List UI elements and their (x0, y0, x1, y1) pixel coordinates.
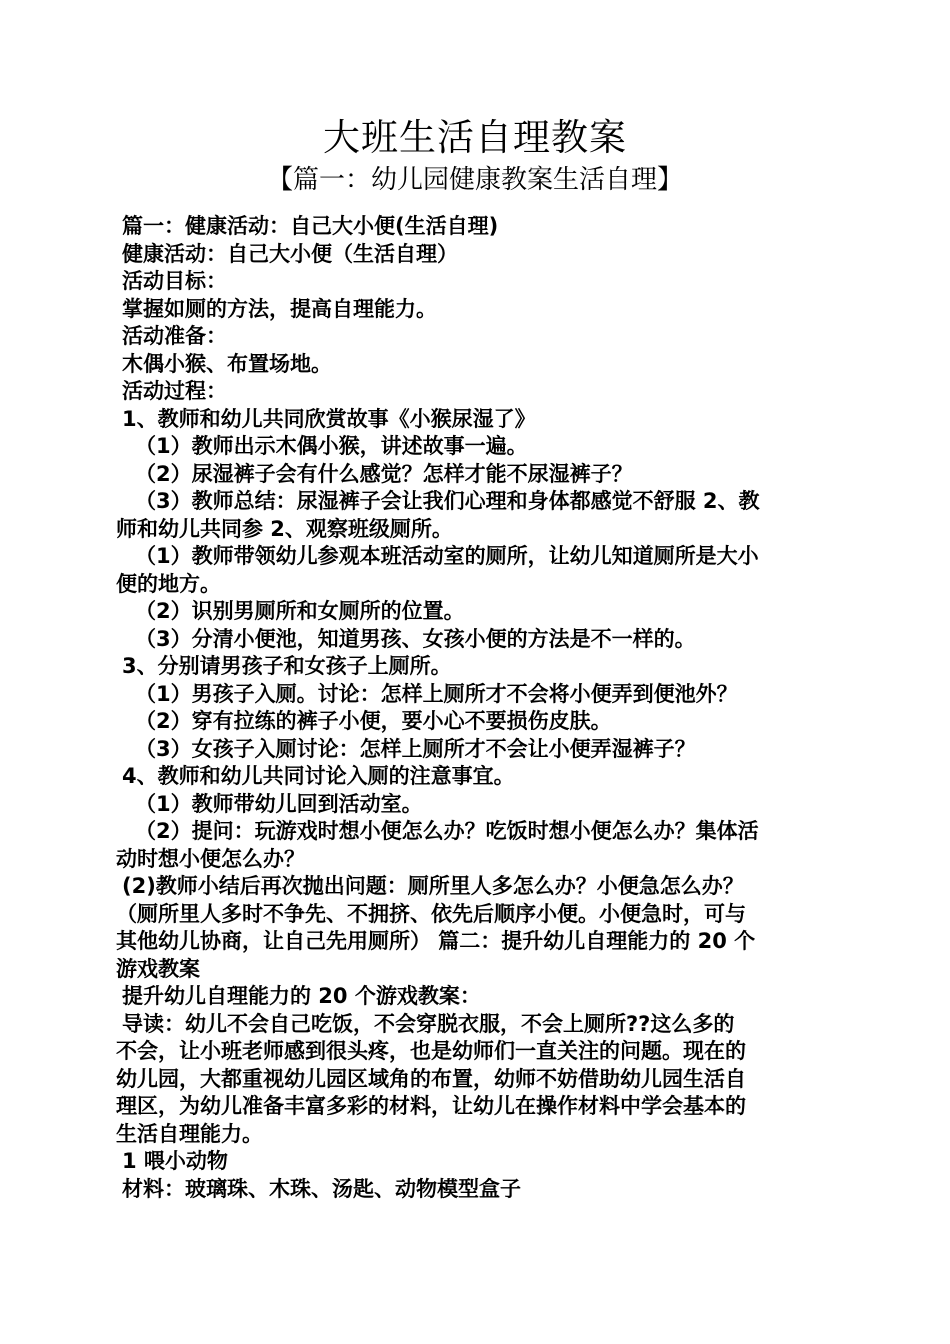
text-line: 4、教师和幼儿共同讨论入厕的注意事宜。 (122, 764, 515, 788)
text-line: （3）分清小便池，知道男孩、女孩小便的方法是不一样的。 (135, 626, 696, 651)
text-line: 提升幼儿自理能力的 20 个游戏教案： (122, 984, 481, 1008)
text-line: （1）教师带幼儿回到活动室。 (135, 791, 423, 816)
text-line: 篇一：健康活动：自己大小便(生活自理) (122, 214, 499, 238)
text-line: 3、分别请男孩子和女孩子上厕所。 (122, 654, 452, 678)
document-body (116, 213, 838, 1203)
document-title: 大班生活自理教案 (323, 116, 627, 159)
text-line: （2）提问：玩游戏时想小便怎么办？吃饭时想小便怎么办？集体活 (135, 819, 759, 843)
text-line: （厕所里人多时不争先、不拥挤、依先后顺序小便。小便急时，可与 (116, 901, 746, 926)
text-line: (2)教师小结后再次抛出问题：厕所里人多怎么办？小便急怎么办？ (122, 874, 744, 898)
text-line: 材料：玻璃珠、木珠、汤匙、动物模型盒子 (122, 1176, 521, 1201)
text-line: （2）识别男厕所和女厕所的位置。 (135, 599, 465, 623)
text-line: 导读：幼儿不会自己吃饭，不会穿脱衣服，不会上厕所??这么多的 (122, 1011, 735, 1036)
text-line: （3）教师总结：尿湿裤子会让我们心理和身体都感觉不舒服 2、教 (135, 489, 760, 513)
text-line: （2）尿湿裤子会有什么感觉？怎样才能不尿湿裤子？ (135, 461, 633, 486)
text-line: 活动准备： (122, 324, 227, 348)
text-line: 生活自理能力。 (116, 1121, 263, 1146)
text-line: 1 喂小动物 (122, 1149, 228, 1173)
text-line: 木偶小猴、布置场地。 (122, 351, 332, 376)
text-line: 幼儿园，大都重视幼儿园区域角的布置，幼师不妨借助幼儿园生活自 (116, 1066, 746, 1091)
text-line: 动时想小便怎么办？ (116, 846, 305, 871)
text-line: 理区，为幼儿准备丰富多彩的材料，让幼儿在操作材料中学会基本的 (116, 1094, 746, 1118)
text-line: 不会，让小班老师感到很头疼，也是幼师们一直关注的问题。现在的 (116, 1039, 746, 1063)
text-line: （2）穿有拉练的裤子小便，要小心不要损伤皮肤。 (135, 709, 612, 733)
text-line: （3）女孩子入厕讨论：怎样上厕所才不会让小便弄湿裤子？ (135, 736, 696, 761)
text-line: （1）男孩子入厕。讨论：怎样上厕所才不会将小便弄到便池外？ (135, 681, 738, 706)
text-line: 便的地方。 (116, 571, 221, 596)
text-line: 1、教师和幼儿共同欣赏故事《小猴尿湿了》 (122, 406, 536, 431)
text-line: 掌握如厕的方法，提高自理能力。 (122, 296, 437, 321)
text-line: 活动过程： (122, 379, 227, 403)
text-line: 活动目标： (122, 269, 227, 293)
text-line: （1）教师出示木偶小猴，讲述故事一遍。 (135, 434, 528, 458)
text-line: （1）教师带领幼儿参观本班活动室的厕所，让幼儿知道厕所是大小 (135, 544, 759, 568)
text-line: 其他幼儿协商，让自己先用厕所） 篇二：提升幼儿自理能力的 20 个 (116, 929, 756, 953)
text-line: 游戏教案 (116, 956, 200, 981)
document-subtitle: 【篇一：幼儿园健康教案生活自理】 (266, 165, 683, 195)
text-line: 健康活动：自己大小便（生活自理） (122, 241, 458, 266)
text-line: 师和幼儿共同参 2、观察班级厕所。 (116, 516, 453, 541)
